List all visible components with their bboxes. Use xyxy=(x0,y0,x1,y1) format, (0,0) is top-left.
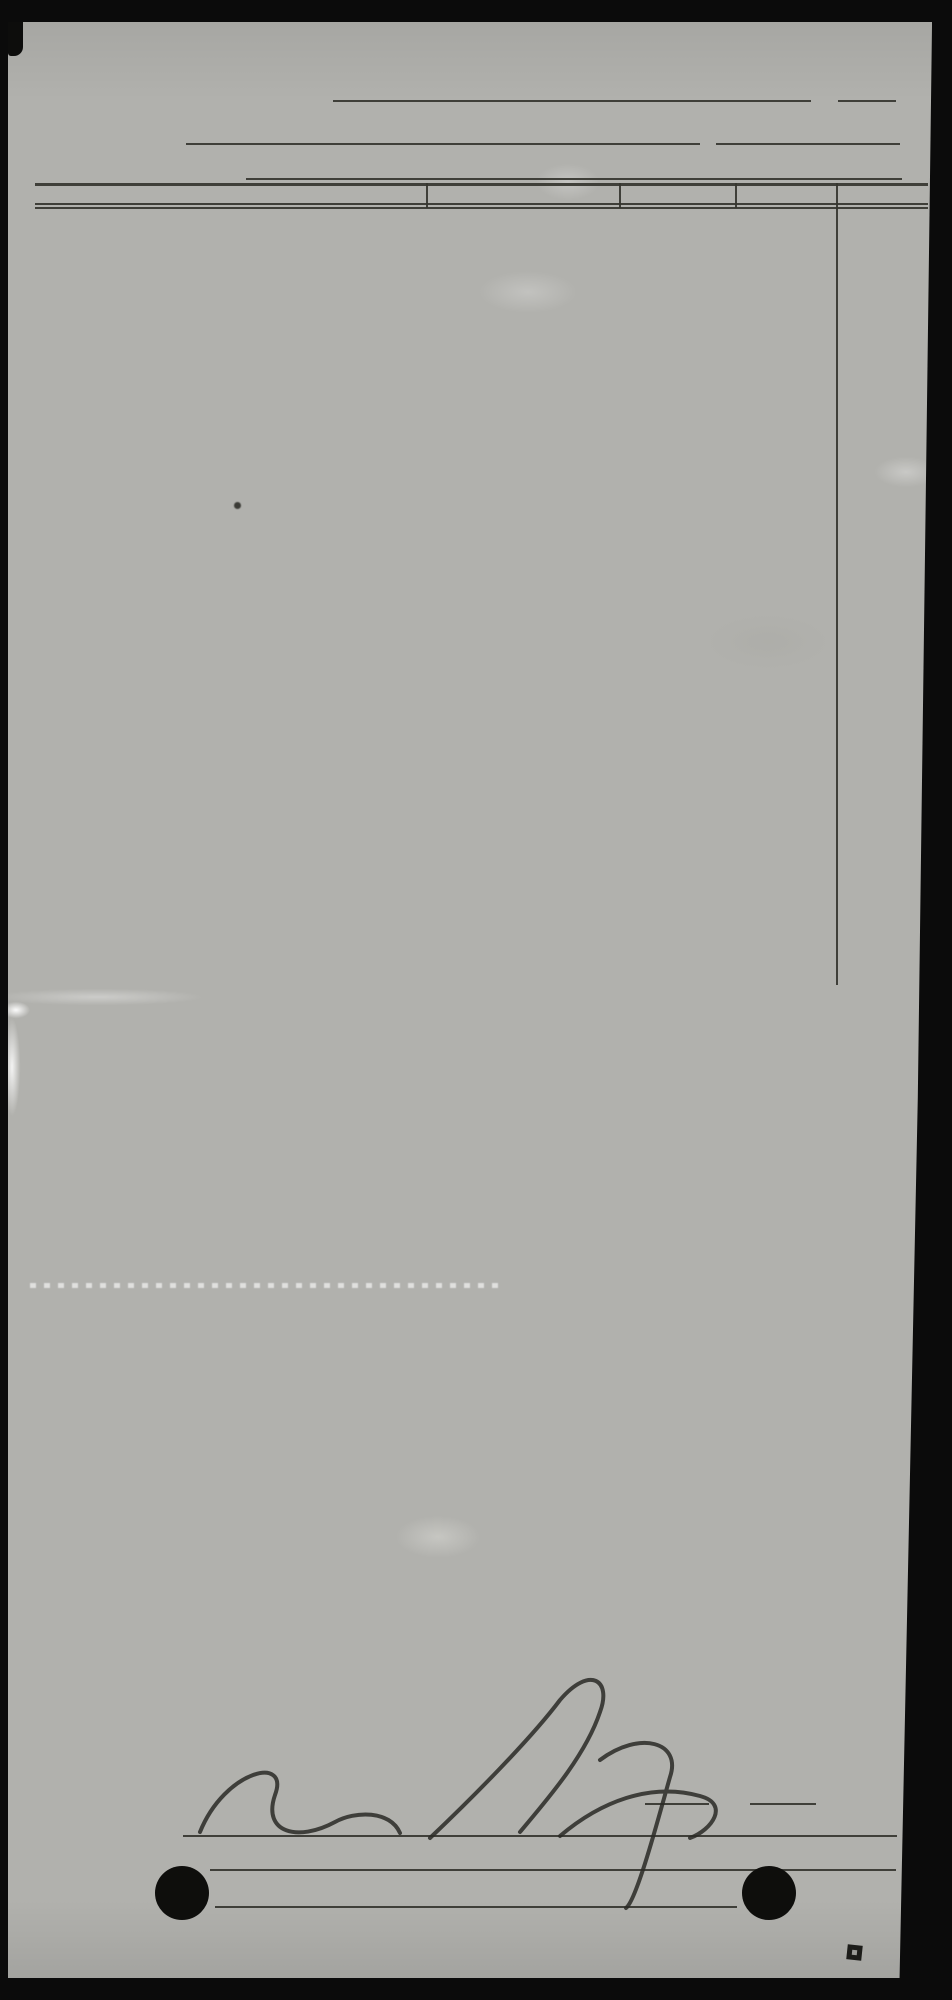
organization-underline xyxy=(186,143,700,145)
handwritten-signature xyxy=(150,1650,750,1930)
station-underline xyxy=(246,178,902,180)
pages-underline xyxy=(750,1803,816,1805)
date-underline xyxy=(333,100,811,102)
punch-hole-right xyxy=(742,1866,796,1920)
scan-scratch xyxy=(30,1283,500,1288)
name-table-top-rule xyxy=(35,183,928,186)
ink-speck xyxy=(234,502,241,509)
name-table-double-rule xyxy=(35,207,928,209)
name-table-double-rule xyxy=(35,203,928,205)
arm-service-underline xyxy=(716,143,900,145)
year-underline xyxy=(838,100,896,102)
scan-corner-artifact xyxy=(8,22,23,56)
small-square-mark xyxy=(846,1944,862,1960)
code-column-rule xyxy=(836,183,838,985)
